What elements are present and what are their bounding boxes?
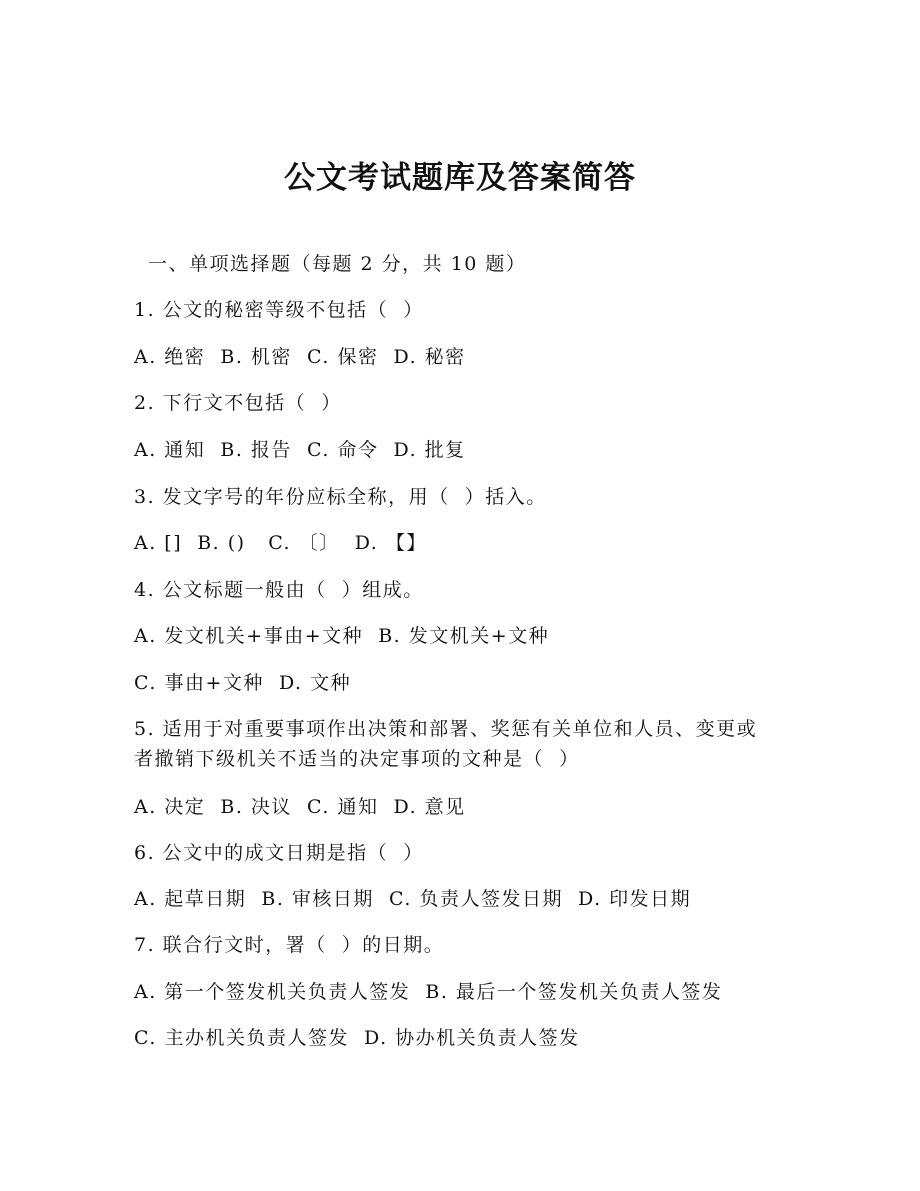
question-5-line-1: 5. 适用于对重要事项作出决策和部署、奖惩有关单位和人员、变更或 bbox=[134, 718, 758, 740]
question-7-options-line-1: A. 第一个签发机关负责人签发 B. 最后一个签发机关负责人签发 bbox=[134, 981, 723, 1003]
question-3-options: A. [] B. () C. 〔〕 D. 【】 bbox=[134, 532, 427, 554]
question-5-options: A. 决定 B. 决议 C. 通知 D. 意见 bbox=[134, 796, 466, 818]
question-7-options-line-2: C. 主办机关负责人签发 D. 协办机关负责人签发 bbox=[134, 1027, 580, 1049]
question-2: 2. 下行文不包括（ ） bbox=[134, 392, 342, 414]
question-4-options-line-1: A. 发文机关+事由+文种 B. 发文机关+文种 bbox=[134, 625, 550, 647]
question-6: 6. 公文中的成文日期是指（ ） bbox=[134, 842, 424, 864]
question-7: 7. 联合行文时，署（ ）的日期。 bbox=[134, 934, 445, 956]
question-1: 1. 公文的秘密等级不包括（ ） bbox=[134, 299, 424, 321]
question-5-line-2: 者撤销下级机关不适当的决定事项的文种是（ ） bbox=[134, 748, 580, 770]
question-1-options: A. 绝密 B. 机密 C. 保密 D. 秘密 bbox=[134, 346, 466, 368]
question-4-options-line-2: C. 事由+文种 D. 文种 bbox=[134, 672, 352, 694]
document-title: 公文考试题库及答案简答 bbox=[284, 160, 636, 196]
question-2-options: A. 通知 B. 报告 C. 命令 D. 批复 bbox=[134, 439, 466, 461]
question-4: 4. 公文标题一般由（ ）组成。 bbox=[134, 579, 424, 601]
question-3: 3. 发文字号的年份应标全称，用（ ）括入。 bbox=[134, 486, 547, 508]
section-heading: 一、单项选择题（每题 2 分，共 10 题） bbox=[148, 253, 527, 275]
question-6-options: A. 起草日期 B. 审核日期 C. 负责人签发日期 D. 印发日期 bbox=[134, 888, 692, 910]
